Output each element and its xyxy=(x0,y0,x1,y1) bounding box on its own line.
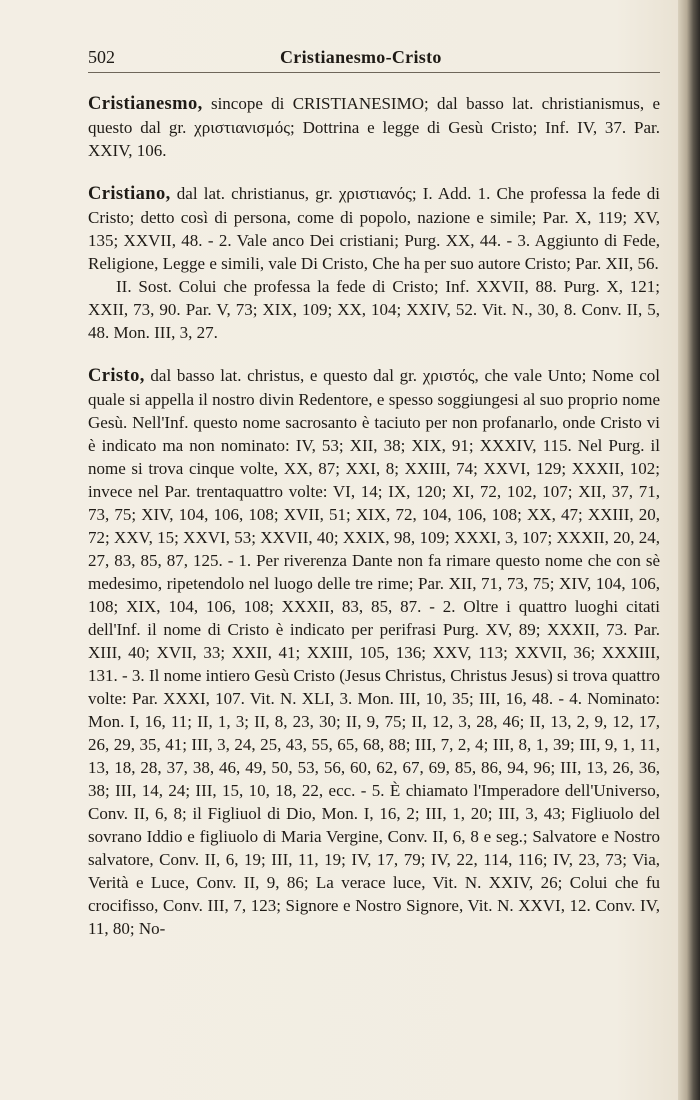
entry-cristiano xyxy=(88,182,660,344)
entry-paragraph xyxy=(88,364,660,940)
page-edge-shadow xyxy=(678,0,700,1100)
entry-cristo xyxy=(88,364,660,940)
headword: Cristianesmo, xyxy=(88,94,203,114)
entry-paragraph xyxy=(88,92,660,162)
entry-paragraph-2 xyxy=(88,275,660,344)
running-title: Cristianesmo-Cristo xyxy=(280,47,442,67)
entry-paragraph xyxy=(88,182,660,275)
headword: Cristiano, xyxy=(88,184,171,204)
entry-cristianesmo xyxy=(88,92,660,162)
header-rule xyxy=(88,72,660,73)
entry-text: dal lat. christianus, gr. χριστιανός; I. Add. 1. Che professa la fede di Cristo; detto così di persona, come di popolo, nazione e simile; Par. X, 119; XV, 135; XXVII, 48. - 2. Vale anco Dei cristiani; Purg. XX, 44. - 3. Aggiunto di Fede, Religione, Legge e simili, vale Di Cristo, Che ha per suo autore Cristo; Par. XII, 56. xyxy=(88,184,660,273)
dictionary-content xyxy=(88,92,660,960)
page-number: 502 xyxy=(88,47,115,67)
entry-text: sincope di CRISTIANESIMO; dal basso lat. christianismus, e questo dal gr. χριστιανισμός; Dottrina e legge di Gesù Cristo; Inf. IV, 37. Par. XXIV, 106. xyxy=(88,94,660,160)
headword: Cristo, xyxy=(88,366,145,386)
entry-text: dal basso lat. christus, e questo dal gr. χριστός, che vale Unto; Nome col quale si appella il nostro divin Redentore, e spesso soggiungesi al suo proprio nome Gesù. Nell'Inf. questo nome sacrosanto è taciuto per non profanarlo, onde Cristo vi è indicato ma non nominato: IV, 53; XII, 38; XIX, 91; XXXIV, 115. Nel Purg. il nome si trova cinque volte, XX, 87; XXI, 8; XXIII, 74; XXVI, 129; XXXII, 102; invece nel Par. trentaquattro volte: VI, 14; IX, 120; XI, 72, 102, 107; XII, 37, 71, 73, 75; XIV, 104, 106, 108; XVII, 51; XIX, 72, 104, 106, 108; XX, 47; XXIII, 20, 72; XXV, 15; XXVI, 53; XXVII, 40; XXIX, 98, 109; XXXI, 3, 107; XXXII, 20, 24, 27, 83, 85, 87, 125. - 1. Per riverenza Dante non fa rimare questo nome che con sè medesimo, ripetendolo nel luogo delle tre rime; Par. XII, 71, 73, 75; XIV, 104, 106, 108; XIX, 104, 106, 108; XXXII, 83, 85, 87. - 2. Oltre i quattro luoghi citati dell'Inf. il nome di Cristo è indicato per perifrasi Purg. XV, 89; XXXII, 73. Par. XIII, 40; XVII, 33; XXII, 41; XXIII, 105, 136; XXV, 113; XXVII, 36; XXXIII, 131. - 3. Il nome intiero Gesù Cristo (Jesus Christus, Christus Jesus) si trova quattro volte: Par. XXXI, 107. Vit. N. XLI, 3. Mon. III, 10, 35; III, 16, 48. - 4. Nominato: Mon. I, 16, 11; II, 1, 3; II, 8, 23, 30; II, 9, 75; II, 12, 3, 28, 46; II, 13, 2, 9, 12, 17, 26, 29, 35, 41; III, 3, 24, 25, 43, 55, 65, 68, 88; III, 7, 2, 4; III, 8, 1, 39; III, 9, 1, 11, 13, 18, 28, 37, 38, 46, 49, 50, 53, 56, 60, 62, 67, 69, 85, 86, 94, 96; III, 13, 26, 36, 38; III, 14, 24; III, 15, 10, 18, 22, ecc. - 5. È chiamato l'Imperadore dell'Universo, Conv. II, 6, 8; il Figliuol di Dio, Mon. I, 16, 2; III, 1, 20; III, 3, 43; Figliuolo del sovrano Iddio e figliuolo di Maria Vergine, Conv. II, 6, 8 e seg.; Salvatore e Nostro salvatore, Conv. II, 6, 19; III, 11, 19; IV, 17, 79; IV, 22, 114, 116; IV, 23, 73; Via, Verità e Luce, Conv. II, 9, 86; La verace luce, Vit. N. XXIV, 26; Colui che fu crocifisso, Conv. III, 7, 123; Signore e Nostro Signore, Vit. N. XXVI, 12. Conv. IV, 11, 80; No- xyxy=(88,366,660,938)
page-header xyxy=(88,44,660,70)
entry-text: II. Sost. Colui che professa la fede di Cristo; Inf. XXVII, 88. Purg. X, 121; XXII, 73, 90. Par. V, 73; XIX, 109; XX, 104; XXIV, 52. Vit. N., 30, 8. Conv. II, 5, 48. Mon. III, 3, 27. xyxy=(88,277,660,342)
